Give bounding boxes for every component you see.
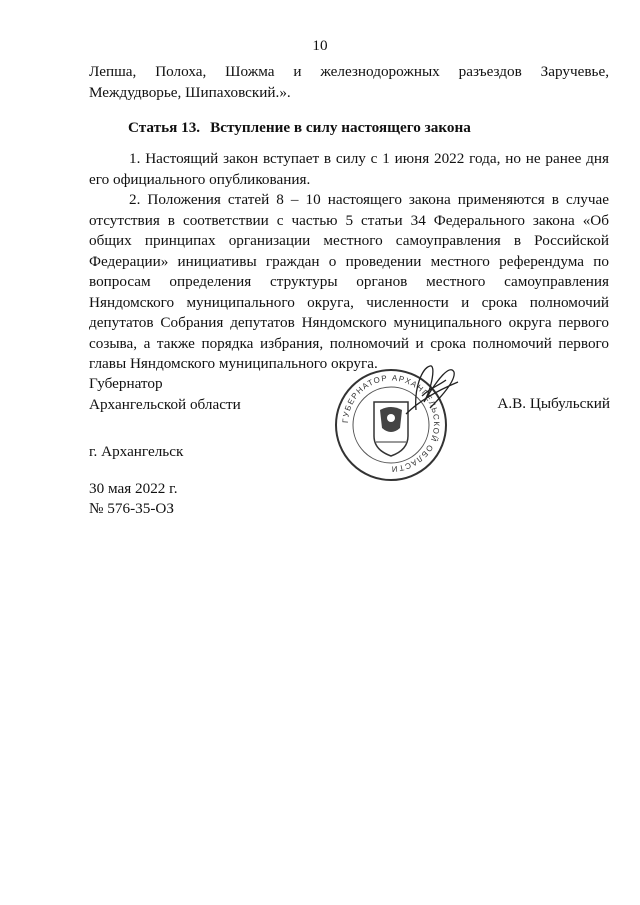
signatory-name: А.В. Цыбульский: [497, 395, 610, 412]
signatory-title-line-1: Губернатор: [89, 375, 163, 392]
page-number: 10: [312, 37, 328, 54]
signatory-title: [89, 374, 241, 415]
date: 30 мая 2022 г.: [89, 480, 178, 497]
place: г. Архангельск: [89, 443, 184, 460]
article-heading: [128, 118, 471, 139]
seal-text: ГУБЕРНАТОР АРХАНГЕЛЬСКОЙ ОБЛАСТИ: [340, 373, 442, 474]
continuation-text: [89, 62, 609, 103]
paragraph-1: 1. Настоящий закон вступает в силу с 1 июня 2022 года, но не ранее дня его официального опубликования.: [89, 150, 609, 188]
article-title: Вступление в силу настоящего закона: [210, 119, 471, 136]
coat-of-arms-icon: [374, 402, 408, 456]
continuation-line-1: Лепша, Полоха, Шожма и железнодорожных разъездов Заручевье,: [89, 63, 609, 80]
official-seal: [318, 358, 464, 488]
handwritten-signature: [406, 366, 458, 414]
signatory-title-line-2: Архангельской области: [89, 395, 241, 413]
paragraph-2: 2. Положения статей 8 – 10 настоящего закона применяются в случае отсутствия в соответствии с частью 5 статьи 34 Федерального закона «Об общих принципах организации местного самоуправления в Российской Федерации» инициативы граждан о проведении местного референдума по вопросам определения структуры органов местного самоуправления Няндомского муниципального округа, численности и срока полномочий депутатов Собрания депутатов Няндомского муниципального округа первого созыва, а также порядка избрания, полномочий и срока полномочий первого главы Няндомского муниципального округа.: [89, 191, 609, 372]
article-number: Статья 13.: [128, 119, 201, 136]
continuation-line-2: Междудворье, Шипаховский.».: [89, 83, 291, 101]
article-body: [89, 149, 609, 375]
law-number: № 576-35-ОЗ: [89, 500, 174, 517]
